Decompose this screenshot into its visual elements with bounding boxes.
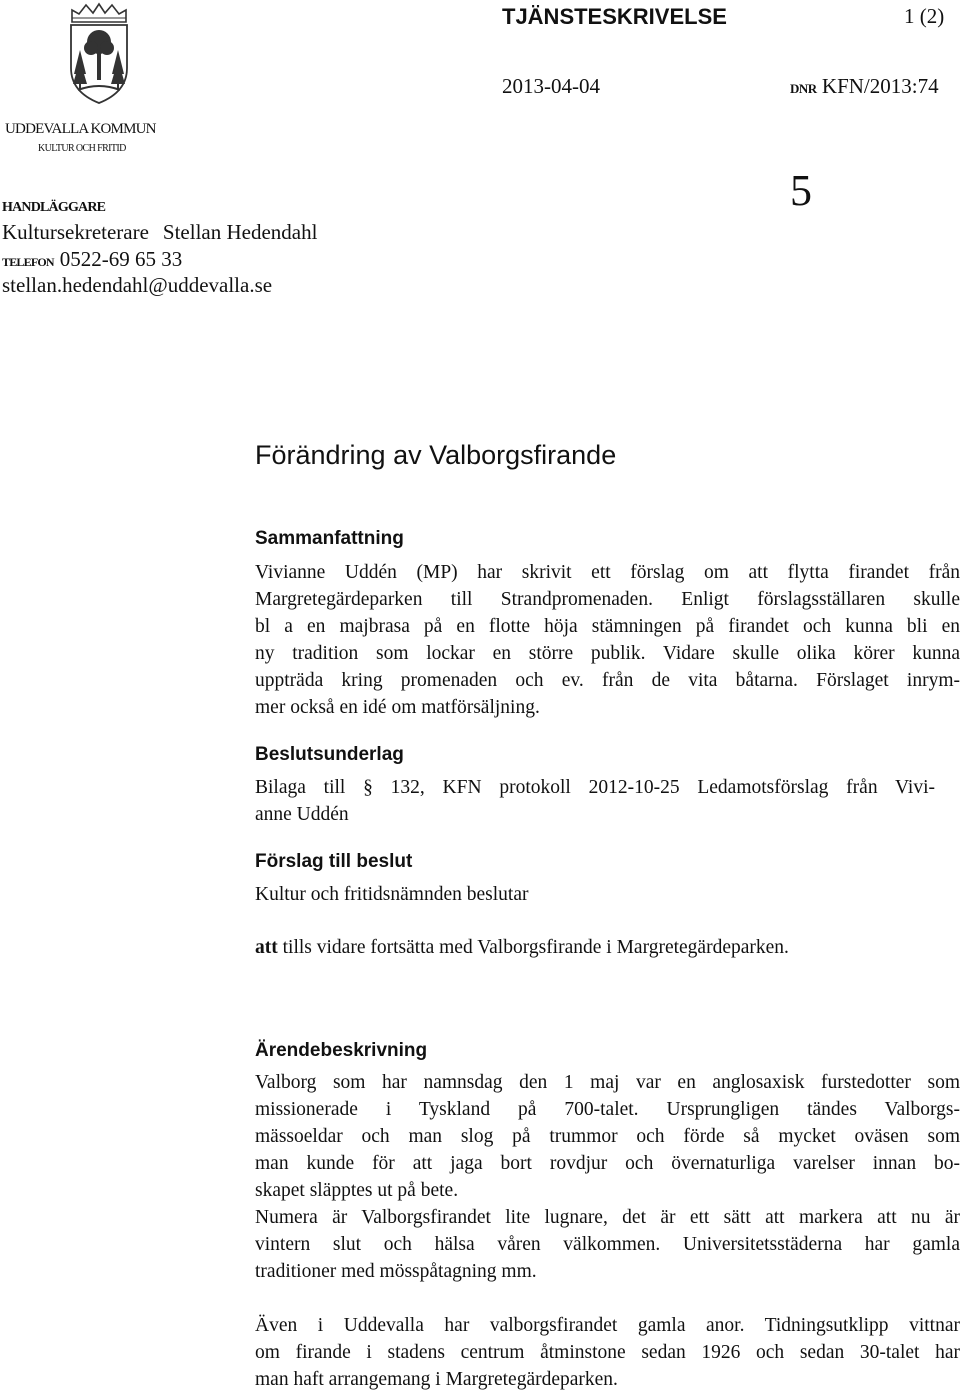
forslag-decision: [255, 934, 960, 961]
text-line: skapet släpptes ut på bete.: [255, 1180, 459, 1201]
document-type: TJÄNSTESKRIVELSE: [502, 4, 727, 29]
text-line: Kultur och fritidsnämnden beslutar: [255, 884, 529, 905]
arendebeskrivning-heading: Ärendebeskrivning: [255, 1040, 428, 1061]
text-line: man haft arrangemang i Margretegärdeparken.: [255, 1369, 618, 1390]
document-title: Förändring av Valborgsfirande: [255, 440, 617, 470]
dnr-label: DNR: [790, 81, 817, 96]
arendebeskrivning-text-2: [255, 1312, 960, 1393]
contact-email[interactable]: stellan.hedendahl@uddevalla.se: [2, 273, 273, 297]
department-name: KULTUR OCH FRITID: [38, 143, 126, 154]
text-line: anne Uddén: [255, 804, 349, 825]
text-line: missionerade i Tyskland på 700-talet. Ursprungligen tändes Valborgs-: [255, 1099, 960, 1120]
decision-text: tills vidare fortsätta med Valborgsfirande i Margretegärdeparken.: [282, 937, 789, 958]
text-line: Vivianne Uddén (MP) har skrivit ett förslag om att flytta firandet från: [255, 562, 960, 583]
contact-name: Stellan Hedendahl: [162, 220, 318, 244]
contact-role: Kultursekreterare: [2, 220, 149, 244]
dnr-value: KFN/2013:74: [821, 74, 939, 98]
document-date: 2013-04-04: [502, 74, 600, 98]
text-line: [255, 934, 960, 961]
dnr-reference: [790, 74, 939, 99]
item-number: 5: [790, 166, 812, 215]
text-line: bl a en majbrasa på en flotte höja stämningen på firandet och kunna bli en: [255, 616, 960, 637]
beslutsunderlag-text: [255, 774, 935, 828]
sammanfattning-text: [255, 559, 960, 721]
text-line: Valborg som har namnsdag den 1 maj var en anglosaxisk furstedotter som: [255, 1072, 960, 1093]
text-line: traditioner med mösspåtagning mm.: [255, 1261, 537, 1282]
page-indicator: 1 (2): [904, 4, 945, 28]
text-line: Bilaga till § 132, KFN protokoll 2012-10-25 Ledamotsförslag från Vivi-: [255, 777, 935, 798]
text-line: vintern slut och hälsa våren välkommen. Universitetsstäderna har gamla: [255, 1234, 960, 1255]
handlaggare-label: HANDLÄGGARE: [2, 200, 106, 215]
beslutsunderlag-heading: Beslutsunderlag: [255, 744, 404, 765]
att-word: att: [255, 937, 278, 958]
text-line: mässoeldar och man slog på trummor och förde så mycket oväsen som: [255, 1126, 960, 1147]
phone-label: TELEFON: [2, 255, 54, 269]
text-line: Även i Uddevalla har valborgsfirandet gamla anor. Tidningsutklipp vittnar: [255, 1315, 960, 1336]
text-line: man kunde för att jaga bort rovdjur och övernaturliga varelser innan bo-: [255, 1153, 960, 1174]
coat-of-arms-logo: [66, 2, 132, 106]
contact-phone: 0522-69 65 33: [59, 247, 183, 271]
arendebeskrivning-text: [255, 1069, 960, 1285]
organization-name: UDDEVALLA KOMMUN: [5, 121, 156, 137]
contact-role-name: [2, 220, 317, 245]
sammanfattning-heading: Sammanfattning: [255, 528, 404, 549]
forslag-heading: Förslag till beslut: [255, 851, 413, 872]
text-line: ny tradition som lockar en större publik. Vidare skulle olika körer kunna: [255, 643, 960, 664]
forslag-intro: [255, 881, 960, 908]
text-line: mer också en idé om matförsäljning.: [255, 697, 540, 718]
contact-phone-row: [2, 247, 182, 272]
text-line: Numera är Valborgsfirandet lite lugnare, det är ett sätt att markera att nu är: [255, 1207, 960, 1228]
text-line: Margretegärdeparken till Strandpromenaden. Enligt förslagsställaren skulle: [255, 589, 960, 610]
text-line: om firande i stadens centrum åtminstone sedan 1926 och sedan 30-talet har: [255, 1342, 960, 1363]
text-line: uppträda kring promenaden och ev. från de vita båtarna. Förslaget inrym-: [255, 670, 960, 691]
